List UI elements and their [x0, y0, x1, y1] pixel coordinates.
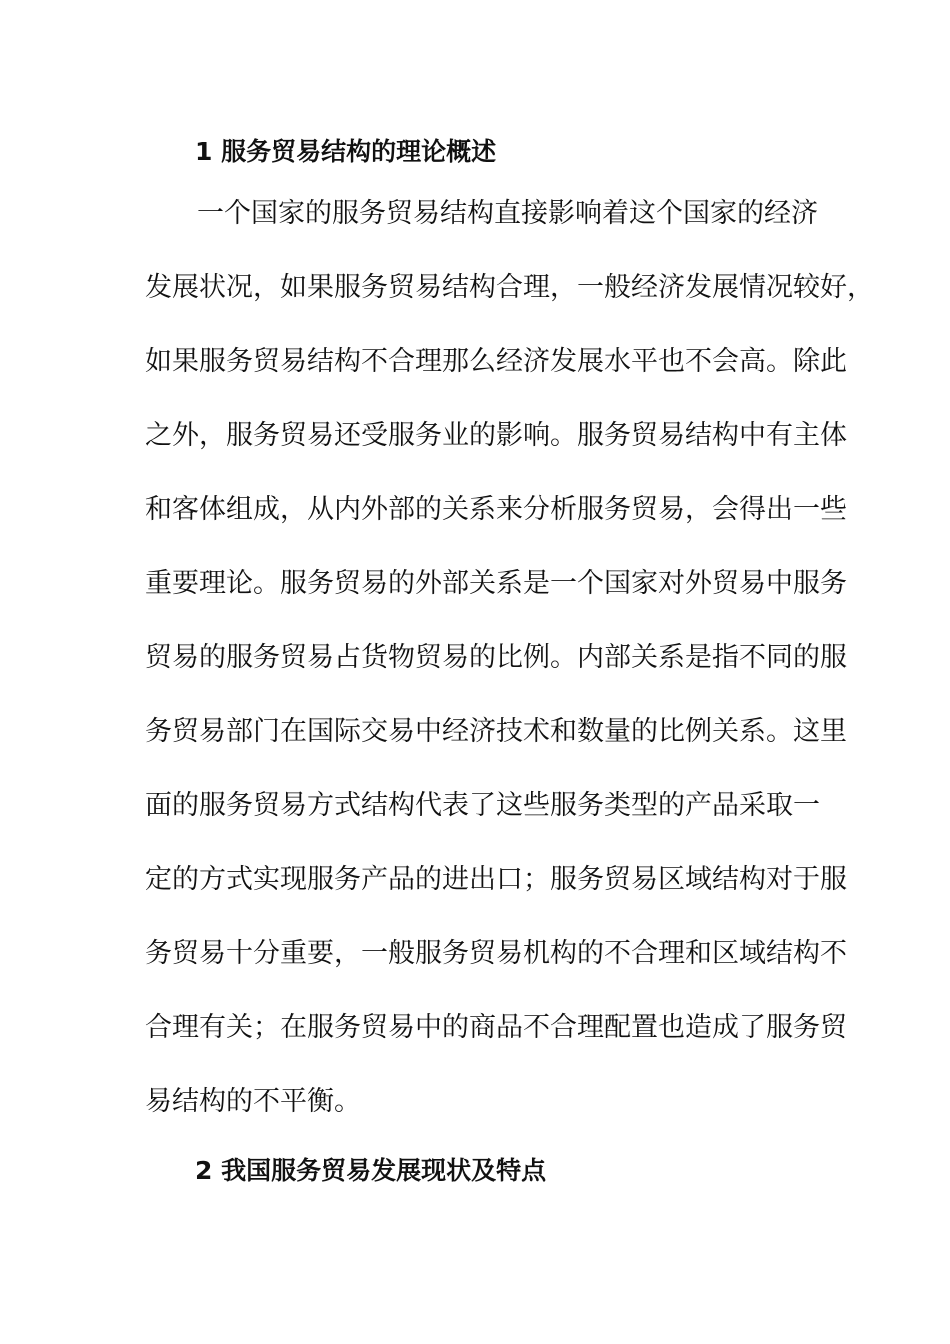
section-1-heading: 1 服务贸易结构的理论概述: [195, 137, 497, 166]
paragraph-line: 重要理论。服务贸易的外部关系是一个国家对外贸易中服务: [145, 568, 847, 599]
paragraph-line: 发展状况，如果服务贸易结构合理，一般经济发展情况较好，: [145, 272, 874, 303]
paragraph-line: 如果服务贸易结构不合理那么经济发展水平也不会高。除此: [145, 346, 847, 377]
section-2-heading: 2 我国服务贸易发展现状及特点: [195, 1156, 547, 1185]
paragraph-line: 一个国家的服务贸易结构直接影响着这个国家的经济: [197, 198, 818, 229]
paragraph-line: 务贸易十分重要，一般服务贸易机构的不合理和区域结构不: [145, 938, 847, 969]
paragraph-line: 定的方式实现服务产品的进出口；服务贸易区域结构对于服: [145, 864, 847, 895]
paragraph-line: 务贸易部门在国际交易中经济技术和数量的比例关系。这里: [145, 716, 847, 747]
paragraph-line: 贸易的服务贸易占货物贸易的比例。内部关系是指不同的服: [145, 642, 847, 673]
paragraph-line: 和客体组成，从内外部的关系来分析服务贸易，会得出一些: [145, 494, 847, 525]
paragraph-line: 合理有关；在服务贸易中的商品不合理配置也造成了服务贸: [145, 1012, 847, 1043]
paragraph-line: 面的服务贸易方式结构代表了这些服务类型的产品采取一: [145, 790, 820, 821]
paragraph-line: 之外，服务贸易还受服务业的影响。服务贸易结构中有主体: [145, 420, 847, 451]
paragraph-line: 易结构的不平衡。: [145, 1086, 361, 1117]
